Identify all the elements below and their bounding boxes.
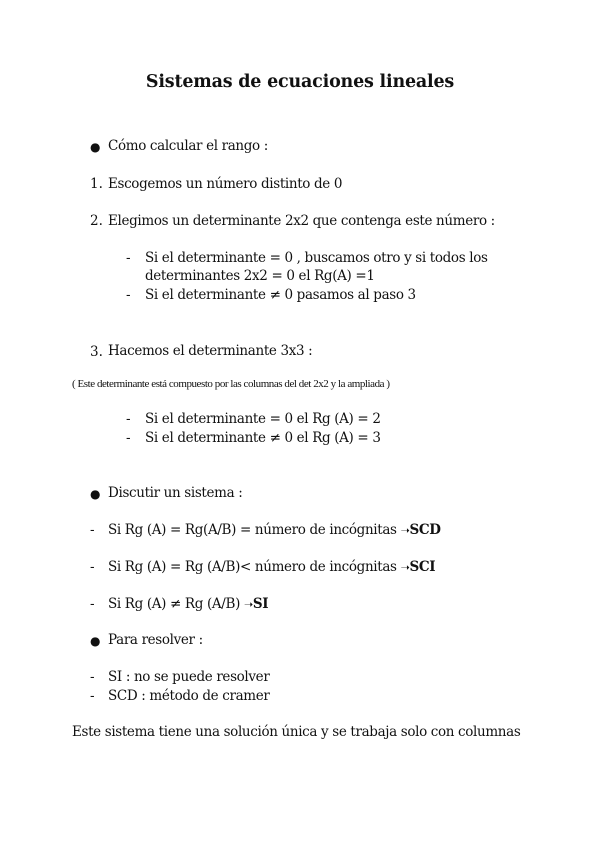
section-heading-resolver: Para resolver : [108, 632, 203, 648]
step-3-sub-1: Si el determinante = 0 el Rg (A) = 2 [145, 411, 381, 427]
case-3-text: Si Rg (A) ≠ Rg (A/B) [108, 596, 240, 612]
step-3-text: Hacemos el determinante 3x3 : [108, 343, 313, 359]
bullet-dot: ● [90, 634, 101, 648]
bullet-dot: ● [90, 487, 101, 501]
step-number-1: 1. [90, 176, 103, 192]
dash-marker: - [90, 522, 95, 538]
case-3 [108, 595, 268, 614]
case-1-text: Si Rg (A) = Rg(A/B) = número de incógnitas [108, 522, 397, 538]
dash-marker: - [90, 688, 95, 704]
arrow-right-icon: ➝ [400, 524, 410, 537]
dash-marker: - [90, 559, 95, 575]
case-3-result: SI [252, 596, 269, 612]
case-2-result: SCI [409, 559, 436, 575]
step-2-text: Elegimos un determinante 2x2 que contenga este número : [108, 213, 495, 229]
case-2-text: Si Rg (A) = Rg (A/B)< número de incógnitas [108, 559, 397, 575]
dash-marker: - [126, 250, 131, 266]
step-number-3: 3. [90, 344, 103, 360]
case-2 [108, 558, 435, 577]
step-3-note: ( Este determinante está compuesto por las columnas del det 2x2 y la ampliada ) [72, 378, 390, 390]
dash-marker: - [126, 411, 131, 427]
closing-paragraph: Este sistema tiene una solución única y se trabaja solo con columnas [72, 724, 521, 740]
dash-marker: - [126, 287, 131, 303]
section-heading-rango: Cómo calcular el rango : [108, 138, 268, 154]
dash-marker: - [126, 430, 131, 446]
page-title: Sistemas de ecuaciones lineales [145, 72, 455, 92]
case-1-result: SCD [409, 522, 441, 538]
step-3-sub-2: Si el determinante ≠ 0 el Rg (A) = 3 [145, 430, 381, 446]
dash-marker: - [90, 596, 95, 612]
step-1-text: Escogemos un número distinto de 0 [108, 176, 343, 192]
step-2-sub-1-line-1: Si el determinante = 0 , buscamos otro y si todos los [145, 250, 488, 266]
step-2-sub-2: Si el determinante ≠ 0 pasamos al paso 3 [145, 287, 416, 303]
arrow-right-icon: ➝ [243, 598, 253, 611]
resolver-item-1: SI : no se puede resolver [108, 669, 270, 685]
step-number-2: 2. [90, 213, 103, 229]
step-2-sub-1-line-2: determinantes 2x2 = 0 el Rg(A) =1 [145, 268, 375, 284]
arrow-right-icon: ➝ [400, 561, 410, 574]
dash-marker: - [90, 669, 95, 685]
resolver-item-2: SCD : método de cramer [108, 688, 270, 704]
bullet-dot: ● [90, 140, 101, 154]
section-heading-discutir: Discutir un sistema : [108, 485, 243, 501]
case-1 [108, 521, 441, 540]
